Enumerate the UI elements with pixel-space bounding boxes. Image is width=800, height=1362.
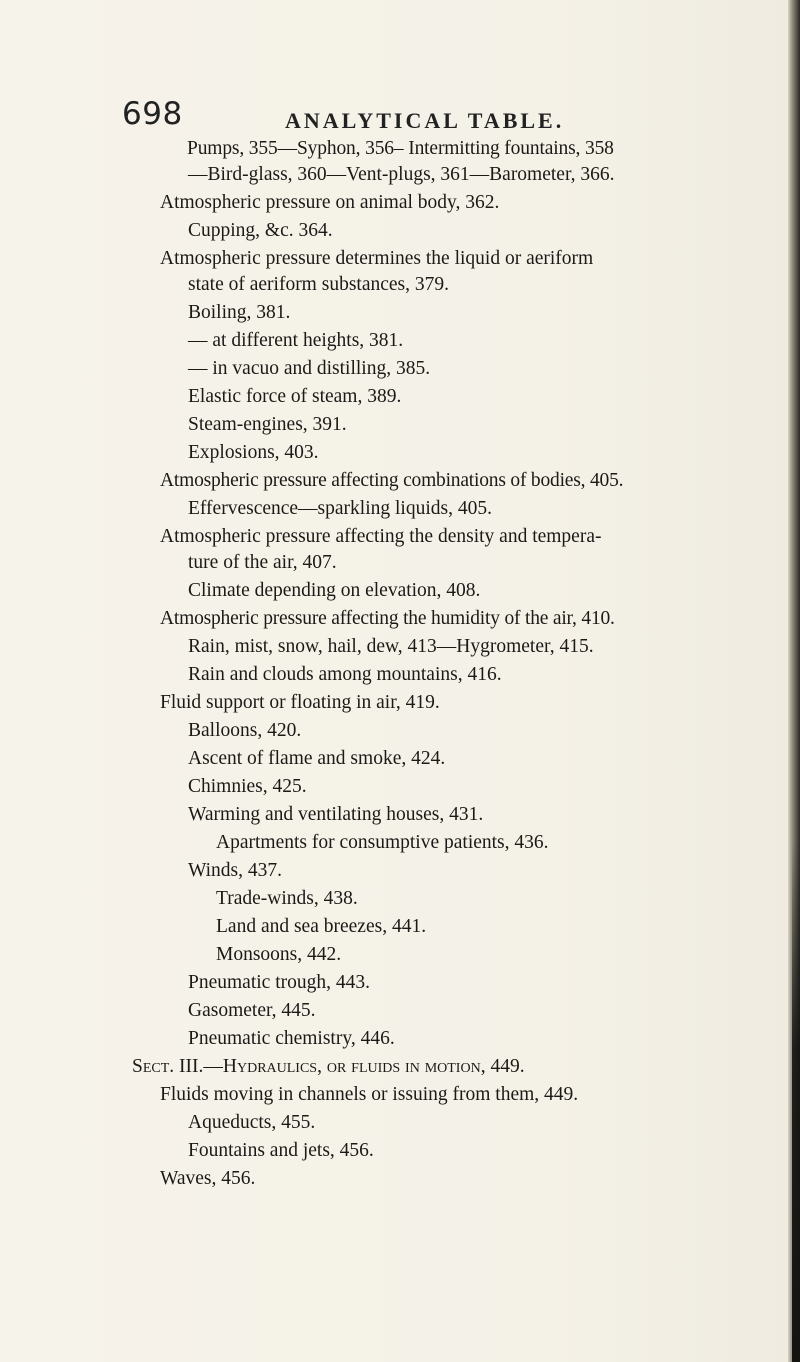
- index-line: Steam-engines, 391.: [188, 414, 347, 435]
- index-line: Pneumatic chemistry, 446.: [188, 1028, 395, 1049]
- index-line: Elastic force of steam, 389.: [188, 386, 402, 407]
- index-line: Atmospheric pressure affecting the humidity of the air, 410.: [160, 608, 615, 629]
- index-line: Atmospheric pressure determines the liquid or aeriform: [160, 248, 594, 269]
- index-line: Fountains and jets, 456.: [188, 1140, 374, 1161]
- index-line: Ascent of flame and smoke, 424.: [188, 748, 446, 769]
- index-line: Cupping, &c. 364.: [188, 220, 333, 241]
- section-heading: Sect. III.—Hydraulics, or fluids in motion, 449.: [132, 1056, 525, 1077]
- index-line: ture of the air, 407.: [188, 552, 337, 573]
- index-line: Pumps, 355—Syphon, 356– Intermitting fountains, 358: [187, 138, 614, 159]
- index-line: Warming and ventilating houses, 431.: [188, 804, 484, 825]
- index-line: Apartments for consumptive patients, 436.: [216, 832, 549, 853]
- index-line: Monsoons, 442.: [216, 944, 342, 965]
- index-line: Atmospheric pressure affecting the density and tempera-: [160, 526, 602, 547]
- index-line: Balloons, 420.: [188, 720, 302, 741]
- running-head: ANALYTICAL TABLE.: [285, 108, 565, 133]
- index-line: Explosions, 403.: [188, 442, 319, 463]
- index-line: Boiling, 381.: [188, 302, 291, 323]
- index-line: —Bird-glass, 360—Vent-plugs, 361—Barometer, 366.: [188, 164, 615, 185]
- binding-shadow: [792, 842, 800, 1362]
- index-line: state of aeriform substances, 379.: [188, 274, 450, 295]
- page-header: [122, 96, 750, 140]
- page-edge-shadow: [788, 0, 800, 1362]
- index-line: — in vacuo and distilling, 385.: [188, 358, 431, 379]
- index-line: Trade-winds, 438.: [216, 888, 358, 909]
- index-line: Winds, 437.: [188, 860, 283, 881]
- index-line: Waves, 456.: [160, 1168, 256, 1189]
- index-line: Aqueducts, 455.: [188, 1112, 316, 1133]
- index-line: Effervescence—sparkling liquids, 405.: [188, 498, 492, 519]
- index-line: Atmospheric pressure on animal body, 362.: [160, 192, 500, 213]
- index-line: Rain, mist, snow, hail, dew, 413—Hygrometer, 415.: [188, 636, 594, 657]
- index-line: Climate depending on elevation, 408.: [188, 580, 481, 601]
- index-line: Rain and clouds among mountains, 416.: [188, 664, 502, 685]
- index-line: Gasometer, 445.: [188, 1000, 316, 1021]
- page-number: 698: [122, 96, 183, 132]
- index-line: Fluid support or floating in air, 419.: [160, 692, 440, 713]
- index-line: Land and sea breezes, 441.: [216, 916, 427, 937]
- index-line: Atmospheric pressure affecting combinations of bodies, 405.: [160, 470, 624, 491]
- index-line: Fluids moving in channels or issuing from them, 449.: [160, 1084, 579, 1105]
- index-line: Pneumatic trough, 443.: [188, 972, 370, 993]
- index-line: — at different heights, 381.: [188, 330, 404, 351]
- index-line: Chimnies, 425.: [188, 776, 307, 797]
